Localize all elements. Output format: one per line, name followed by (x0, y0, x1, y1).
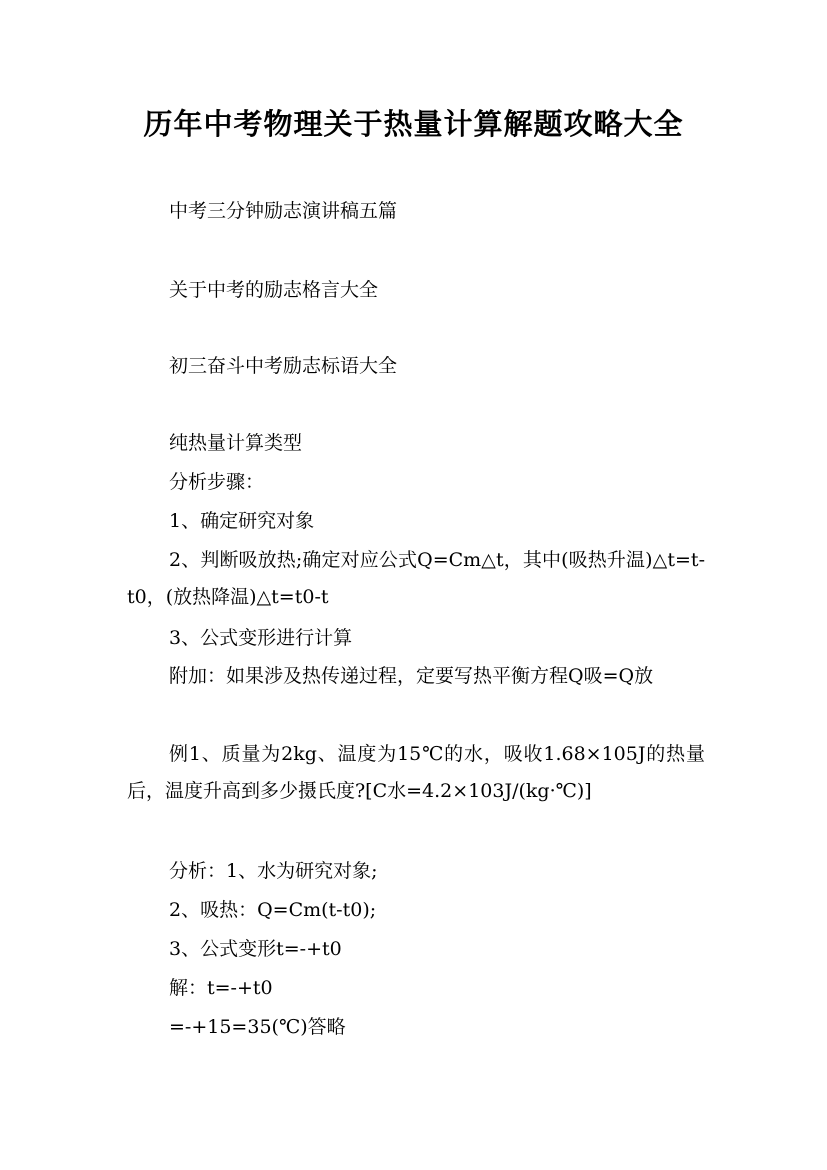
paragraph-analysis-1: 分析：1、水为研究对象; (169, 860, 378, 882)
paragraph-step-3: 3、公式变形进行计算 (169, 627, 353, 649)
paragraph-example-1: 例1、质量为2kg、温度为15℃的水，吸收1.68×105J的热量后，温度升高到多少摄氏度?[C水=4.2×103J/(kg·℃)] (127, 743, 705, 802)
paragraph-step-1: 1、确定研究对象 (169, 510, 315, 532)
related-link-speech[interactable]: 中考三分钟励志演讲稿五篇 (169, 200, 398, 222)
paragraph-analysis-2: 2、吸热：Q=Cm(t-t0); (169, 899, 377, 921)
paragraph-step-2: 2、判断吸放热;确定对应公式Q=Cm△t，其中(吸热升温)△t=t-t0，(放热降温)△t=t0-t (127, 549, 705, 608)
paragraph-analysis-steps: 分析步骤： (169, 471, 265, 493)
paragraph-answer: =-+15=35(℃)答略 (169, 1016, 346, 1038)
document-title: 历年中考物理关于热量计算解题攻略大全 (143, 107, 684, 141)
related-link-mottos[interactable]: 关于中考的励志格言大全 (169, 279, 379, 301)
related-link-slogans[interactable]: 初三奋斗中考励志标语大全 (169, 355, 398, 377)
paragraph-additional-note: 附加：如果涉及热传递过程，定要写热平衡方程Q吸=Q放 (169, 665, 654, 687)
paragraph-heading-pure-heat: 纯热量计算类型 (169, 432, 303, 454)
paragraph-analysis-3: 3、公式变形t=-+t0 (169, 938, 342, 960)
paragraph-solution: 解：t=-+t0 (169, 977, 273, 999)
